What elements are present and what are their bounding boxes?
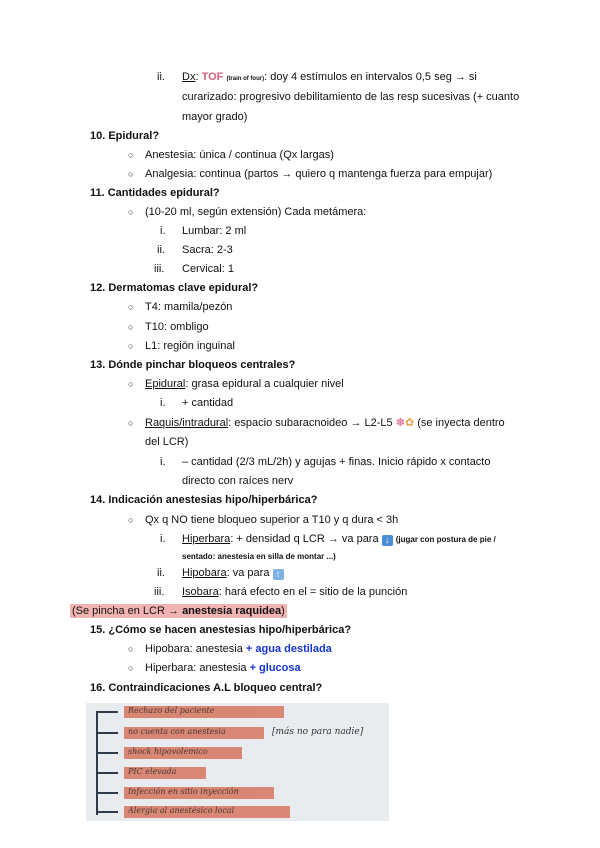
q14-hipobara — [182, 566, 284, 580]
roman-numeral: ii. — [157, 567, 165, 579]
roman-numeral: i. — [160, 456, 166, 468]
q13-epidural-sub: + cantidad — [182, 397, 234, 409]
q13-raquis-line2: del LCR) — [145, 436, 189, 448]
q13-raquis-sub: – cantidad (2/3 mL/2h) y agujas + finas. Inicio rápido x contacto — [182, 456, 491, 468]
roman-numeral: i. — [160, 533, 166, 545]
bullet-icon: ○ — [128, 169, 134, 179]
hiperbara-note: (jugar con postura de pie / — [395, 535, 496, 544]
q12-bullet-2: T10: ombligo — [145, 321, 209, 333]
bracket-line — [96, 711, 98, 815]
hipobara-term: Hipobara — [182, 567, 227, 579]
q10-heading: 10. Epidural? — [90, 130, 160, 142]
bullet-icon: ○ — [128, 207, 134, 217]
bracket-tick — [96, 711, 118, 713]
q10-bullet-2: Analgesia: continua (partos → quiero q mantenga fuerza para empujar) — [145, 168, 493, 180]
highlight-bold: anestesia raquidea — [182, 605, 282, 617]
tof-subtitle: (train of four) — [226, 76, 265, 82]
down-arrow-icon: ↓ — [382, 535, 393, 546]
handwritten-item: shock hipovolemico — [124, 747, 242, 759]
roman-numeral: iii. — [154, 586, 165, 598]
glucosa: + glucosa — [249, 662, 301, 674]
q13-raquis — [145, 416, 505, 430]
roman-numeral: ii. — [157, 244, 165, 256]
bullet-icon: ○ — [128, 302, 134, 312]
hipobara-text: : va para — [226, 567, 270, 579]
agua-destilada: + agua destilada — [245, 643, 332, 655]
hiperbara-recipe: Hiperbara: anestesia — [145, 662, 247, 674]
q11-sacra: Sacra: 2-3 — [182, 244, 233, 256]
q11-heading: 11. Cantidades epidural? — [90, 187, 220, 199]
dx-line-2: curarizado: progresivo debilitamiento de las resp sucesivas (+ cuanto — [182, 91, 520, 103]
person-icon: ✽ — [395, 417, 405, 429]
bullet-icon: ○ — [128, 322, 134, 332]
q15-heading: 15. ¿Cómo se hacen anestesias hipo/hiperbárica? — [90, 624, 352, 636]
epidural-term: Epidural — [145, 378, 186, 390]
q14-isobara — [182, 585, 407, 599]
bracket-tick — [96, 811, 118, 813]
tof-term: TOF — [201, 71, 224, 83]
bullet-icon: ○ — [128, 150, 134, 160]
hiperbara-term: Hiperbara — [182, 533, 231, 545]
isobara-text: : hará efecto en el = sitio de la punción — [218, 586, 408, 598]
q14-hiperbara-note-2: sentado: anestesia en silla de montar ...) — [182, 552, 336, 561]
child-icon: ✿ — [404, 417, 415, 429]
dx-line-3: mayor grado) — [182, 111, 248, 123]
handwritten-item: no cuenta con anestesia — [124, 727, 264, 739]
hipobara-recipe: Hipobara: anestesia — [145, 643, 243, 655]
bracket-tick — [96, 792, 118, 794]
epidural-text: : grasa epidural a cualquier nivel — [185, 378, 344, 390]
roman-numeral: i. — [160, 225, 166, 237]
q13-raquis-sub-2: directo con raíces nerv — [182, 475, 294, 487]
q13-epidural — [145, 377, 344, 391]
q12-heading: 12. Dermatomas clave epidural? — [90, 282, 259, 294]
bracket-tick — [96, 752, 118, 754]
highlight-post: ) — [281, 605, 285, 617]
q14-heading: 14. Indicación anestesias hipo/hiperbárica? — [90, 494, 318, 506]
handwritten-item: Infección en sitio inyección — [124, 787, 274, 799]
q11-cervical: Cervical: 1 — [182, 263, 234, 275]
q14-hiperbara — [182, 532, 496, 547]
bullet-icon: ○ — [128, 644, 134, 654]
up-arrow-icon: ↑ — [273, 569, 284, 580]
dx-description: : doy 4 estímulos en intervalos 0,5 seg → si — [264, 71, 477, 83]
q15-hipobara — [145, 642, 332, 656]
hiperbara-text: : + densidad q LCR → va para — [230, 533, 379, 545]
q12-bullet-1: T4: mamila/pezón — [145, 301, 233, 313]
bullet-icon: ○ — [128, 418, 134, 428]
handwritten-item: Alergia al anestésico local — [124, 806, 290, 818]
handwritten-item: PIC elevada — [124, 767, 206, 779]
bracket-tick — [96, 732, 118, 734]
roman-numeral: iii. — [154, 263, 165, 275]
q11-bullet-1: (10-20 ml, según extensión) Cada metámera: — [145, 206, 367, 218]
q16-heading: 16. Contraindicaciones A.L bloqueo central? — [90, 682, 323, 694]
highlight-pre: (Se pincha en LCR → — [72, 605, 183, 617]
dx-label: Dx — [182, 71, 196, 83]
handwritten-note: [más no para nadie] — [272, 727, 364, 737]
raquis-term: Raquis/intradural — [145, 417, 229, 429]
raquis-note: (se inyecta dentro — [417, 417, 505, 429]
q14-bullet-1: Qx q NO tiene bloqueo superior a T10 y q dura < 3h — [145, 514, 399, 526]
q13-heading: 13. Dónde pinchar bloqueos centrales? — [90, 359, 296, 371]
bullet-icon: ○ — [128, 341, 134, 351]
isobara-term: Isobara — [182, 586, 219, 598]
q10-bullet-1: Anestesia: única / continua (Qx largas) — [145, 149, 334, 161]
dx-line-1 — [182, 70, 477, 86]
bullet-icon: ○ — [128, 515, 134, 525]
handwritten-notes-photo — [86, 703, 389, 821]
roman-numeral: ii. — [157, 71, 165, 83]
roman-numeral: i. — [160, 397, 166, 409]
raquidea-highlight — [70, 604, 287, 618]
raquis-text: : espacio subaracnoideo → L2-L5 — [228, 417, 393, 429]
q12-bullet-3: L1: región inguinal — [145, 340, 235, 352]
handwritten-item: Rechazo del paciente — [124, 706, 284, 718]
q11-lumbar: Lumbar: 2 ml — [182, 225, 247, 237]
dx-colon: : — [195, 71, 199, 83]
bullet-icon: ○ — [128, 663, 134, 673]
bullet-icon: ○ — [128, 379, 134, 389]
bracket-tick — [96, 772, 118, 774]
q15-hiperbara — [145, 661, 301, 675]
